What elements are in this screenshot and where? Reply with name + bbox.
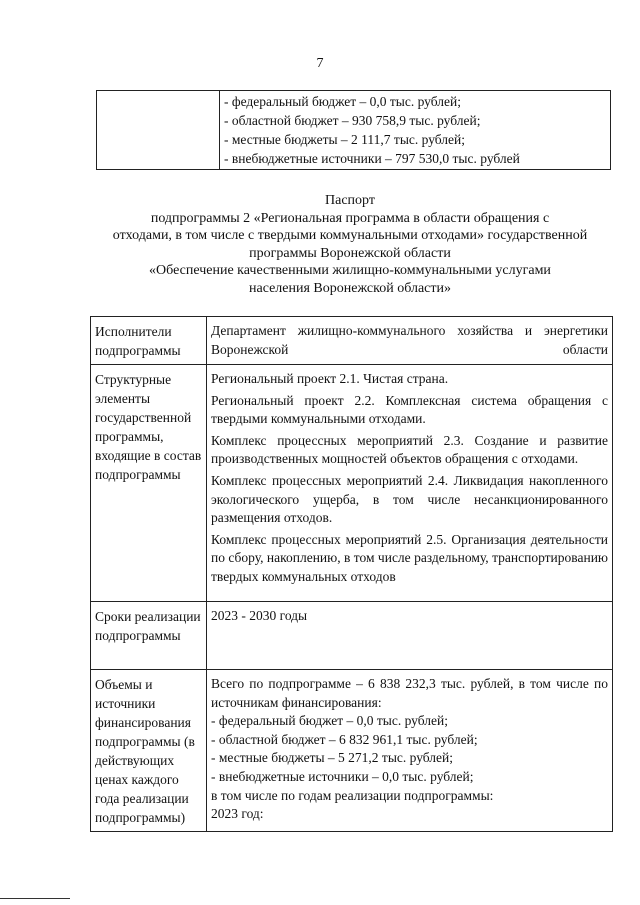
element-item: Региональный проект 2.2. Комплексная система обращения с твердыми коммунальными отходами. [211, 392, 608, 427]
passport-header [80, 192, 620, 297]
passport-subtitle-line: отходами, в том числе с твердыми коммунальными отходами» государственной [112, 228, 588, 243]
financing-value [207, 670, 613, 832]
passport-title: Паспорт [325, 193, 375, 208]
financing-line: - областной бюджет – 6 832 961,1 тыс. рублей; [211, 731, 478, 747]
executors-label: Исполнители подпрограммы [91, 317, 207, 365]
continuation-label-cell [97, 91, 220, 170]
financing-line: - федеральный бюджет – 0,0 тыс. рублей; [211, 713, 448, 729]
row-structural-elements [91, 365, 613, 602]
row-terms [91, 602, 613, 670]
passport-subtitle-line: населения Воронежской области» [249, 280, 451, 296]
element-item: Комплекс процессных мероприятий 2.3. Создание и развитие производственных мощностей объектов обращения с отходами. [211, 432, 608, 467]
element-item: Региональный проект 2.1. Чистая страна. [211, 371, 449, 386]
elements-label: Структурные элементы государственной программы, входящие в состав подпрограммы [91, 365, 207, 602]
terms-value: 2023 - 2030 годы [207, 602, 613, 670]
continuation-table [96, 90, 611, 170]
passport-subtitle-line: программы Воронежской области [249, 245, 451, 261]
financing-line: - внебюджетные источники – 0,0 тыс. рублей; [211, 768, 474, 784]
financing-line: в том числе по годам реализации подпрограммы: [211, 787, 494, 803]
passport-subtitle-line: подпрограммы 2 «Региональная программа в области обращения с [150, 210, 550, 226]
financing-line: 2023 год: [211, 806, 264, 822]
terms-label: Сроки реализации подпрограммы [91, 602, 207, 670]
row-financing [91, 670, 613, 832]
executors-value [207, 317, 613, 365]
passport-subtitle-line: «Обеспечение качественными жилищно-коммунальными услугами [149, 263, 551, 278]
elements-value [207, 365, 613, 602]
continuation-line: - внебюджетные источники – 797 530,0 тыс. рублей [224, 151, 520, 166]
footer-divider [0, 898, 70, 899]
executors-text: Департамент жилищно-коммунального хозяйства и энергетики Воронежской области [211, 323, 608, 357]
element-item: Комплекс процессных мероприятий 2.5. Организация деятельности по сбору, накоплению, в том числе раздельному, транспортированию твердых коммунальных отходов [211, 531, 608, 584]
continuation-line: - областной бюджет – 930 758,9 тыс. рублей; [224, 113, 481, 128]
financing-line: - местные бюджеты – 5 271,2 тыс. рублей; [211, 750, 454, 766]
financing-label: Объемы и источники финансирования подпрограммы (в действующих ценах каждого года реализации подпрограммы) [91, 670, 207, 832]
row-executors [91, 317, 613, 365]
continuation-content-cell [220, 91, 611, 170]
financing-intro: Всего по подпрограмме – 6 838 232,3 тыс. рублей, в том числе по источникам финансирования: [211, 676, 608, 710]
element-item: Комплекс процессных мероприятий 2.4. Ликвидация накопленного экологического ущерба, в том числе несанкционированного размещения отходов. [211, 472, 608, 526]
continuation-line: - местные бюджеты – 2 111,7 тыс. рублей; [224, 132, 466, 147]
continuation-line: - федеральный бюджет – 0,0 тыс. рублей; [224, 94, 461, 109]
passport-table [90, 316, 613, 832]
page-number: 7 [316, 56, 324, 71]
